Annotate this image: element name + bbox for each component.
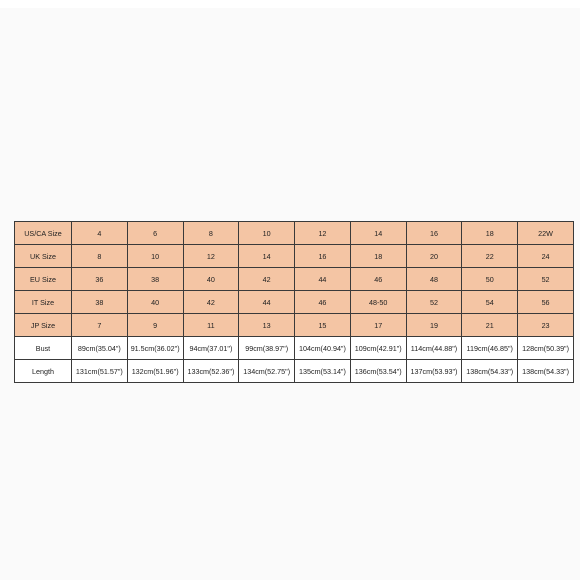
size-cell: 24 [518,245,574,268]
page-background [0,8,580,580]
size-cell: 7 [72,314,128,337]
measurement-cell: 135cm(53.14") [295,360,351,383]
size-row-jp [15,314,574,337]
measurement-cell: 89cm(35.04") [72,337,128,360]
measurement-cell: 136cm(53.54") [350,360,406,383]
size-cell: 15 [295,314,351,337]
size-cell: 56 [518,291,574,314]
size-cell: 8 [72,245,128,268]
size-cell: 18 [462,222,518,245]
size-cell: 20 [406,245,462,268]
size-cell: 52 [518,268,574,291]
size-cell: 9 [127,314,183,337]
measurement-cell: 91.5cm(36.02") [127,337,183,360]
size-cell: 42 [183,291,239,314]
row-label: US/CA Size [15,222,72,245]
measurement-cell: 138cm(54.33") [462,360,518,383]
measurement-cell: 131cm(51.57") [72,360,128,383]
size-cell: 23 [518,314,574,337]
measurement-cell: 104cm(40.94") [295,337,351,360]
size-row-uk [15,245,574,268]
measurement-cell: 138cm(54.33") [518,360,574,383]
measurement-cell: 114cm(44.88") [406,337,462,360]
size-cell: 12 [183,245,239,268]
size-cell: 44 [239,291,295,314]
size-cell: 48 [406,268,462,291]
size-cell: 4 [72,222,128,245]
size-cell: 22 [462,245,518,268]
size-row-eu [15,268,574,291]
size-chart-table [14,221,574,383]
measurement-cell: 137cm(53.93") [406,360,462,383]
measurement-cell: 99cm(38.97") [239,337,295,360]
measurement-row-length [15,360,574,383]
size-row-us-ca [15,222,574,245]
size-cell: 38 [72,291,128,314]
measurement-cell: 119cm(46.85") [462,337,518,360]
size-cell: 46 [295,291,351,314]
size-cell: 48-50 [350,291,406,314]
measurement-cell: 94cm(37.01") [183,337,239,360]
measurement-cell: 132cm(51.96") [127,360,183,383]
size-cell: 6 [127,222,183,245]
size-row-it [15,291,574,314]
size-cell: 18 [350,245,406,268]
row-label: UK Size [15,245,72,268]
size-cell: 17 [350,314,406,337]
measurement-cell: 134cm(52.75") [239,360,295,383]
size-cell: 10 [239,222,295,245]
size-cell: 38 [127,268,183,291]
size-cell: 46 [350,268,406,291]
measurement-row-bust [15,337,574,360]
row-label: Length [15,360,72,383]
size-cell: 10 [127,245,183,268]
measurement-cell: 133cm(52.36") [183,360,239,383]
size-cell: 44 [295,268,351,291]
size-cell: 40 [127,291,183,314]
size-cell: 16 [295,245,351,268]
size-cell: 54 [462,291,518,314]
size-cell: 22W [518,222,574,245]
size-cell: 12 [295,222,351,245]
size-cell: 16 [406,222,462,245]
size-cell: 11 [183,314,239,337]
size-cell: 21 [462,314,518,337]
size-cell: 19 [406,314,462,337]
size-cell: 14 [350,222,406,245]
size-cell: 14 [239,245,295,268]
measurement-cell: 128cm(50.39") [518,337,574,360]
size-cell: 50 [462,268,518,291]
size-cell: 8 [183,222,239,245]
size-cell: 40 [183,268,239,291]
row-label: JP Size [15,314,72,337]
row-label: IT Size [15,291,72,314]
size-cell: 13 [239,314,295,337]
measurement-cell: 109cm(42.91") [350,337,406,360]
row-label: Bust [15,337,72,360]
size-cell: 36 [72,268,128,291]
row-label: EU Size [15,268,72,291]
size-cell: 42 [239,268,295,291]
size-cell: 52 [406,291,462,314]
